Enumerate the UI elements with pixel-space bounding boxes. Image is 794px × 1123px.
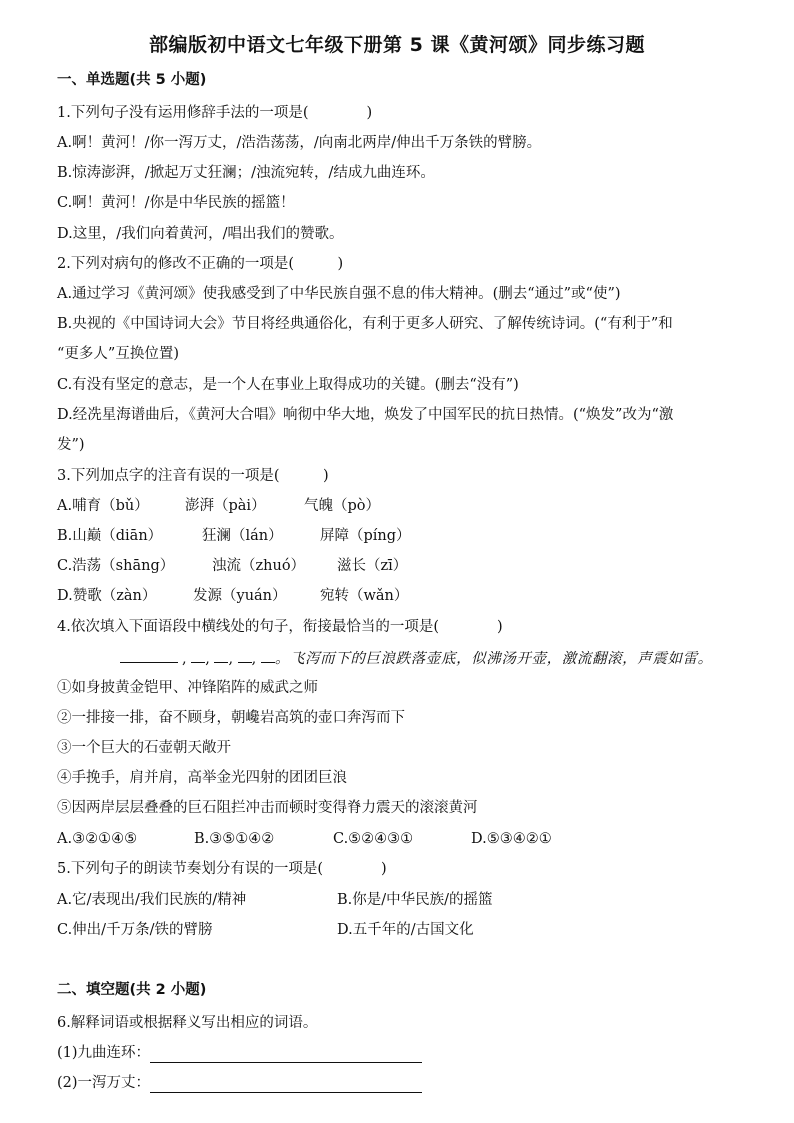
question-6-item-2-label: (2)一泻万丈： (57, 1075, 151, 1091)
question-6-item-2 (57, 1073, 422, 1093)
question-1-option-a: A.啊！黄河！/你一泻万丈，/浩浩荡荡，/向南北两岸/伸出千万条铁的臂膀。 (57, 135, 542, 151)
passage-text: 。飞泻而下的巨浪跌落壶底，似沸汤开壶，激流翻滚，声震如雷。 (274, 651, 713, 667)
question-2-option-d-line1: D.经冼星海谱曲后，《黄河大合唱》响彻中华大地，焕发了中国军民的抗日热情。(“焕发”改为“激 (57, 407, 674, 423)
passage-sep-1: , (182, 651, 187, 667)
passage-sep-3: , (228, 651, 234, 667)
option-b-word-1: B.山巅（diān） (57, 528, 163, 544)
option-a-word-2: 澎湃（pài） (185, 498, 266, 514)
question-3-stem: 3.下列加点字的注音有误的一项是( ) (57, 468, 329, 484)
option-d-word-2: 发源（yuán） (193, 588, 287, 604)
question-4-item-3: ③一个巨大的石壶朝天敞开 (57, 740, 231, 756)
passage-blank-5 (261, 648, 275, 663)
question-4-option-b: B.③⑤①④② (194, 831, 275, 847)
question-4-option-a: A.③②①④⑤ (57, 831, 138, 847)
option-a-word-3: 气魄（pò） (304, 498, 381, 514)
question-1-option-c: C.啊！黄河！/你是中华民族的摇篮！ (57, 195, 295, 211)
passage-sep-4: , (251, 651, 257, 667)
question-1-stem: 1.下列句子没有运用修辞手法的一项是( ) (57, 105, 373, 121)
question-5-option-c: C.伸出/千万条/铁的臂膀 (57, 922, 213, 938)
option-d-word-3: 宛转（wǎn） (320, 588, 409, 604)
question-2-option-b-line1: B.央视的《中国诗词大会》节目将经典通俗化，有利于更多人研究、了解传统诗词。(“有利于”和 (57, 316, 673, 332)
option-d-word-1: D.赞歌（zàn） (57, 588, 157, 604)
option-b-word-3: 屏障（píng） (320, 528, 411, 544)
option-b-word-2: 狂澜（lán） (202, 528, 283, 544)
question-1-option-b: B.惊涛澎湃，/掀起万丈狂澜；/浊流宛转，/结成九曲连环。 (57, 165, 435, 181)
question-4-passage (120, 648, 713, 669)
passage-blank-1 (120, 648, 178, 663)
section-heading-fill-in: 二、填空题(共 2 小题) (57, 982, 207, 998)
passage-sep-2: , (205, 651, 210, 667)
question-4-item-2: ②一排接一排，奋不顾身，朝巉岩高筑的壶口奔泻而下 (57, 710, 405, 726)
option-a-word-1: A.哺育（bǔ） (57, 498, 149, 514)
question-1-option-d: D.这里，/我们向着黄河，/唱出我们的赞歌。 (57, 226, 344, 242)
question-4-option-c: C.⑤②④③① (333, 831, 414, 847)
question-4-item-1: ①如身披黄金铠甲、冲锋陷阵的威武之师 (57, 680, 318, 696)
page-title: 部编版初中语文七年级下册第 5 课《黄河颂》同步练习题 (149, 34, 645, 56)
question-5-option-a: A.它/表现出/我们民族的/精神 (57, 892, 247, 908)
question-5-option-b: B.你是/中华民族/的摇篮 (337, 892, 493, 908)
question-4-item-4: ④手挽手，肩并肩，高举金光四射的团团巨浪 (57, 770, 347, 786)
answer-line-1[interactable] (150, 1046, 422, 1063)
question-6-item-1 (57, 1043, 422, 1063)
question-4-stem: 4.依次填入下面语段中横线处的句子，衔接最恰当的一项是( ) (57, 619, 503, 635)
question-4-option-d: D.⑤③④②① (471, 831, 552, 847)
question-2-stem: 2.下列对病句的修改不正确的一项是( ) (57, 256, 344, 272)
question-6-stem: 6.解释词语或根据释义写出相应的词语。 (57, 1015, 318, 1031)
option-c-word-1: C.浩荡（shāng） (57, 558, 175, 574)
option-c-word-2: 浊流（zhuó） (212, 558, 306, 574)
option-c-word-3: 滋长（zī） (337, 558, 408, 574)
question-2-option-b-line2: “更多人”互换位置) (57, 346, 179, 362)
answer-line-2[interactable] (150, 1076, 422, 1093)
question-5-stem: 5.下列句子的朗读节奏划分有误的一项是( ) (57, 861, 387, 877)
question-6-item-1-label: (1)九曲连环： (57, 1045, 151, 1061)
question-2-option-c: C.有没有坚定的意志，是一个人在事业上取得成功的关键。(删去“没有”) (57, 377, 519, 393)
question-4-item-5: ⑤因两岸层层叠叠的巨石阻拦冲击而顿时变得脊力震天的滚滚黄河 (57, 800, 478, 816)
question-5-option-d: D.五千年的/古国文化 (337, 922, 474, 938)
passage-blank-4 (238, 648, 252, 663)
passage-blank-3 (214, 648, 228, 663)
question-2-option-a: A.通过学习《黄河颂》使我感受到了中华民族自强不息的伟大精神。(删去“通过”或“使”) (57, 286, 621, 302)
question-2-option-d-line2: 发”) (57, 437, 85, 453)
passage-blank-2 (191, 648, 205, 663)
section-heading-single-choice: 一、单选题(共 5 小题) (57, 72, 207, 88)
